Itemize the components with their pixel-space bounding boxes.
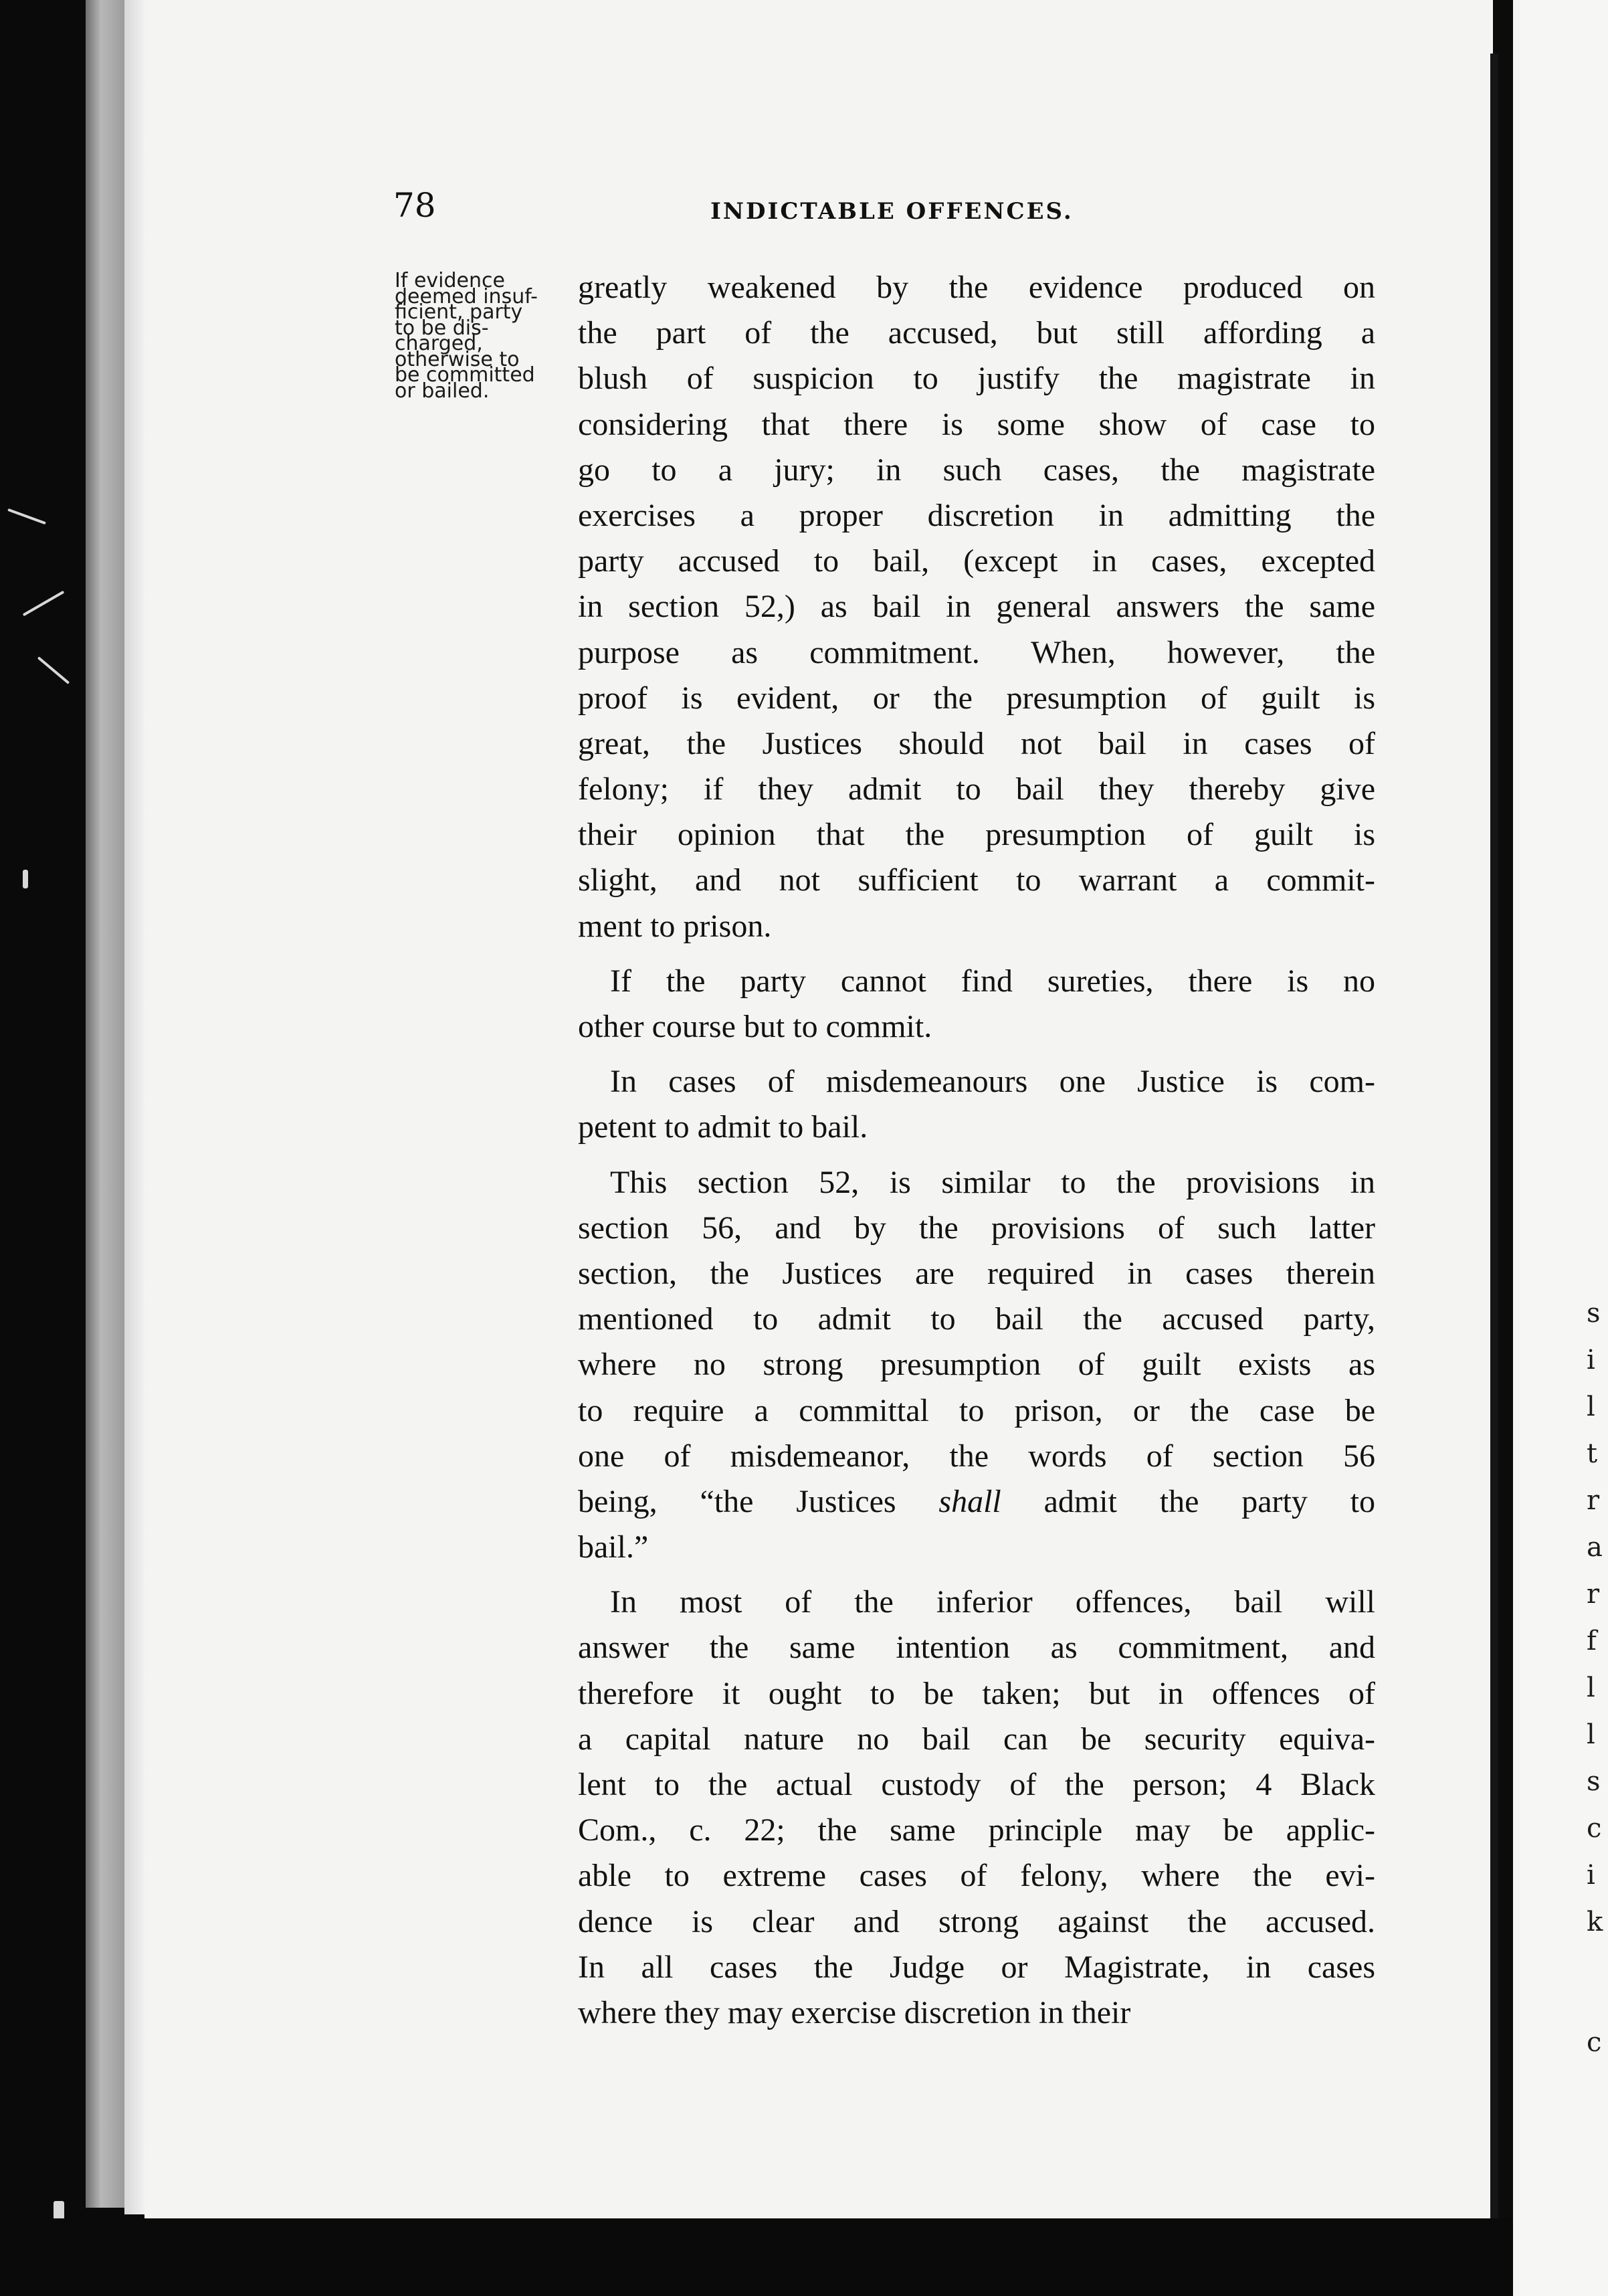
- text-line: proof is evident, or the presumption of guilt is: [578, 680, 1375, 716]
- text-line: ment to prison.: [578, 908, 772, 944]
- adjacent-page-letter: c: [1587, 2027, 1602, 2058]
- text-line: answer the same intention as commitment, and: [578, 1630, 1375, 1666]
- text-line: purpose as commitment. When, however, the: [578, 634, 1375, 670]
- text-line: therefore it ought to be taken; but in offences of: [578, 1675, 1375, 1711]
- text-line: This section 52, is similar to the provisions in: [578, 1164, 1375, 1200]
- text-line: go to a jury; in such cases, the magistrate: [578, 452, 1375, 488]
- adjacent-page-letter: f: [1587, 1626, 1597, 1656]
- text-line: If the party cannot find sureties, there is no: [578, 963, 1375, 999]
- text-line: other course but to commit.: [578, 1009, 932, 1044]
- scan-bottom-edge: [0, 2218, 1513, 2296]
- text-line: to require a committal to prison, or the case be: [578, 1392, 1375, 1428]
- text-line: their opinion that the presumption of guilt is: [578, 817, 1375, 853]
- text-line: lent to the actual custody of the person; 4 Black: [578, 1767, 1375, 1802]
- text-line: where no strong presumption of guilt exists as: [578, 1347, 1375, 1383]
- paragraph: [578, 1580, 1375, 2036]
- adjacent-page-letter: k: [1587, 1907, 1603, 1937]
- text-line: section 56, and by the provisions of such latter: [578, 1210, 1375, 1246]
- text-line: Com., c. 22; the same principle may be applic-: [578, 1812, 1375, 1848]
- adjacent-page-letter: r: [1587, 1485, 1600, 1516]
- adjacent-page-letter: i: [1587, 1345, 1595, 1375]
- text-line: one of misdemeanor, the words of section 56: [578, 1438, 1375, 1474]
- adjacent-page-letter: a: [1587, 1532, 1603, 1563]
- text-line: bail.”: [578, 1529, 649, 1565]
- text-line: dence is clear and strong against the accused.: [578, 1903, 1375, 1939]
- text-line: section, the Justices are required in cases therein: [578, 1255, 1375, 1291]
- text-line: the part of the accused, but still affording a: [578, 315, 1375, 351]
- adjacent-page-letter: i: [1587, 1860, 1595, 1891]
- text-line: where they may exercise discretion in their: [578, 1994, 1131, 2030]
- text-line: considering that there is some show of case to: [578, 406, 1375, 442]
- paragraph: [578, 1160, 1375, 1571]
- text-line: exercises a proper discretion in admitting the: [578, 497, 1375, 533]
- paragraph: [578, 265, 1375, 949]
- text-line: greatly weakened by the evidence produced on: [578, 270, 1375, 305]
- adjacent-page-letter: t: [1587, 1438, 1598, 1469]
- text-line: in section 52,) as bail in general answers the same: [578, 589, 1375, 625]
- text-line: In most of the inferior offences, bail will: [578, 1584, 1375, 1620]
- scan-scratch: [23, 591, 65, 616]
- text-line: a capital nature no bail can be security equiva-: [578, 1721, 1375, 1757]
- text-line: slight, and not sufficient to warrant a commit-: [578, 862, 1375, 898]
- text-line: able to extreme cases of felony, where the evi-: [578, 1858, 1375, 1894]
- text-line: In cases of misdemeanours one Justice is com-: [578, 1064, 1375, 1100]
- text-line: petent to admit to bail.: [578, 1109, 868, 1145]
- adjacent-page-letter: s: [1587, 1298, 1601, 1329]
- text-line: In all cases the Judge or Magistrate, in cases: [578, 1949, 1375, 1985]
- text-line: mentioned to admit to bail the accused party,: [578, 1301, 1375, 1337]
- adjacent-page-letter: l: [1587, 1392, 1595, 1422]
- adjacent-page-letter: l: [1587, 1672, 1595, 1703]
- adjacent-page-letter: l: [1587, 1719, 1595, 1750]
- body-text: [578, 265, 1375, 2036]
- marginal-note: If evidence deemed insuf- ficient, party to be dis- charged, otherwise to be committed or bailed.: [395, 269, 538, 403]
- page-number: 78: [393, 186, 436, 225]
- page-divider: [1490, 54, 1498, 2218]
- text-line: being, “the Justices shall admit the party to: [578, 1483, 1376, 1519]
- scan-scratch: [23, 870, 28, 888]
- paragraph: [578, 959, 1375, 1050]
- adjacent-page-letter: c: [1587, 1813, 1602, 1844]
- text-line: blush of suspicion to justify the magistrate in: [578, 361, 1375, 397]
- page-edge-shadow: [86, 0, 124, 2208]
- running-head: INDICTABLE OFFENCES.: [710, 198, 1074, 225]
- scan-scratch: [37, 656, 70, 684]
- adjacent-page: [1513, 0, 1608, 2296]
- scan-scratch: [7, 508, 46, 524]
- text-line: great, the Justices should not bail in cases of: [578, 725, 1375, 761]
- adjacent-page-letter: s: [1587, 1766, 1601, 1797]
- adjacent-page-letter: r: [1587, 1579, 1600, 1610]
- text-line: felony; if they admit to bail they thereby give: [578, 771, 1375, 807]
- page-edge: [124, 0, 144, 2214]
- text-line: party accused to bail, (except in cases, excepted: [578, 543, 1375, 579]
- paragraph: [578, 1059, 1375, 1150]
